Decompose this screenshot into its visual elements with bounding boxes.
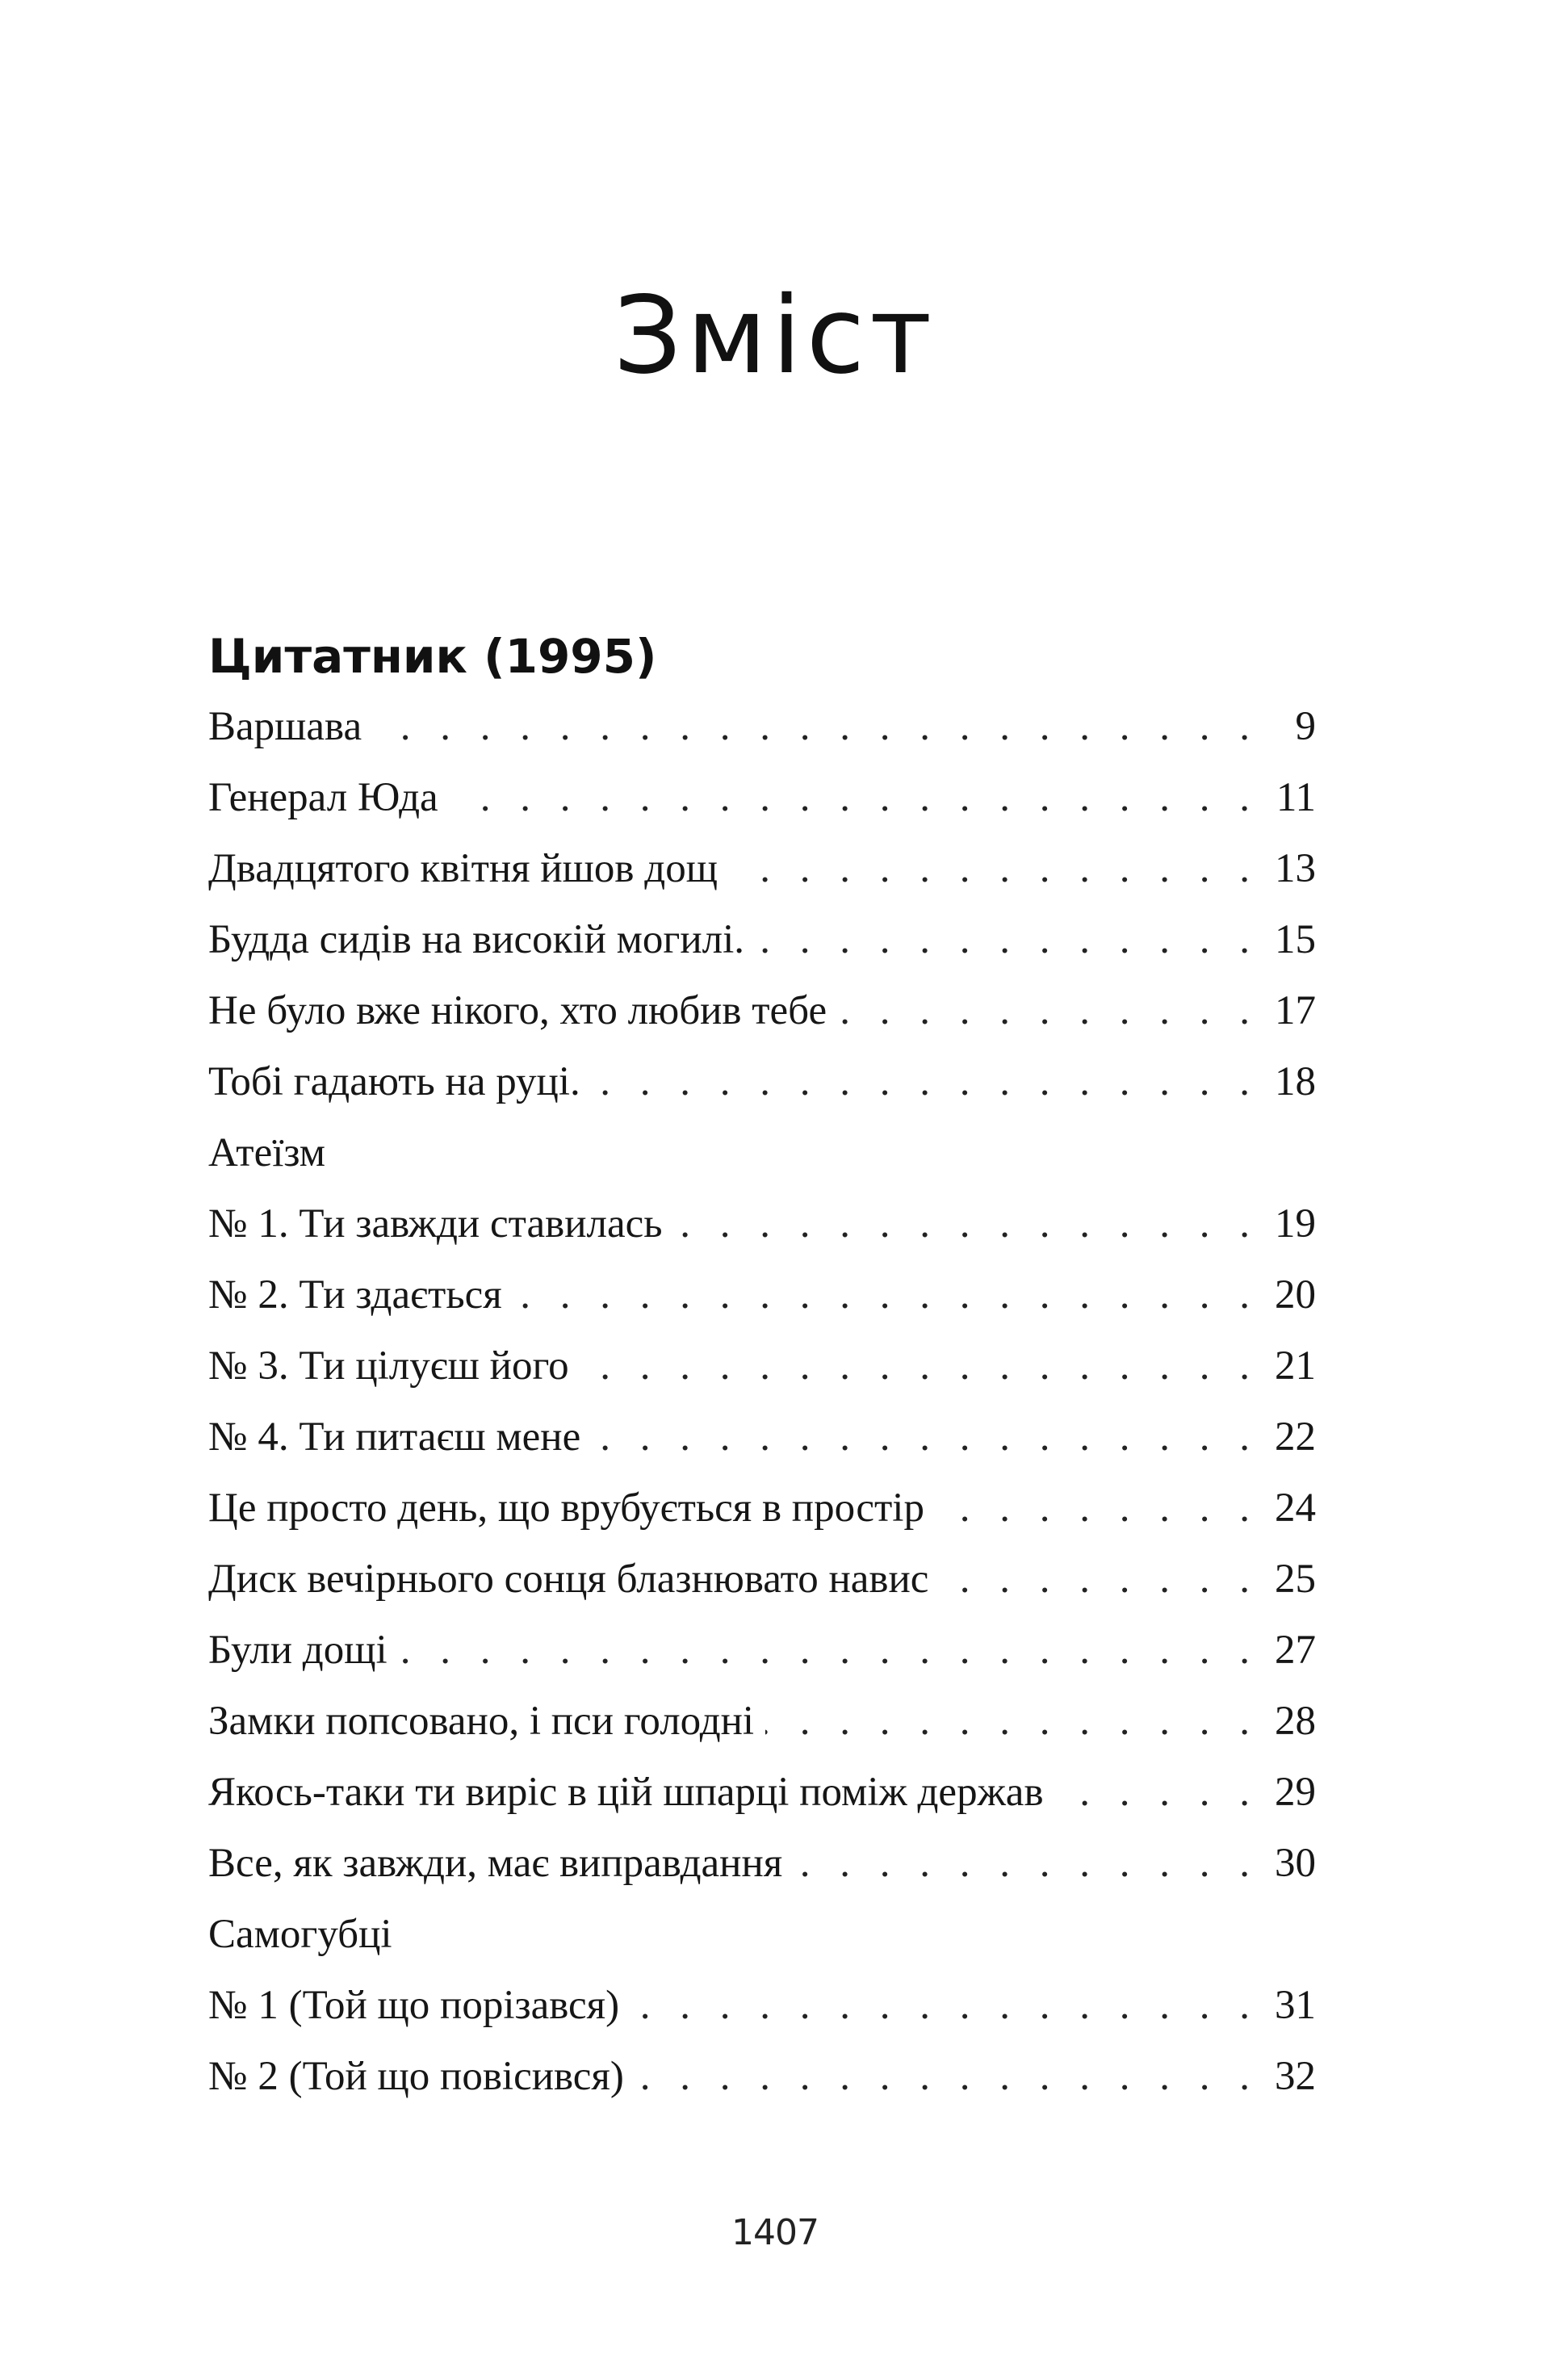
toc-entry-title: Тобі гадають на руці. [208, 1046, 592, 1117]
dot-leader [765, 1686, 1259, 1757]
dot-leader [838, 975, 1259, 1046]
toc-group-heading [208, 1117, 1316, 1188]
toc-entry[interactable] [208, 975, 1316, 1046]
toc-entry-title: № 2. Ти здається [208, 1259, 513, 1330]
toc-entry[interactable] [208, 1615, 1316, 1686]
toc-entry-title: Все, як завжди, має виправдання [208, 1828, 794, 1899]
toc-entry[interactable] [208, 1686, 1316, 1757]
toc-entry-title: Диск вечірнього сонця блазнювато навис [208, 1544, 940, 1615]
toc-entry[interactable] [208, 1046, 1316, 1117]
toc-entry-page: 30 [1275, 1841, 1316, 1886]
dot-leader [674, 1188, 1260, 1259]
toc-entry-title: Не було вже нікого, хто любив тебе [208, 975, 838, 1046]
toc-entry-title: № 2 (Той що повісився) [208, 2041, 635, 2112]
toc-entry-page: 28 [1275, 1699, 1316, 1744]
toc-entry-title: Генерал Юда [208, 762, 450, 833]
dot-leader [630, 1970, 1259, 2041]
toc-entry-title: Двадцятого квітня йшов дощ [208, 833, 729, 904]
toc-group-title: Атеїзм [208, 1117, 337, 1188]
toc-entry-title: Замки попсовано, і пси голодні [208, 1686, 765, 1757]
dot-leader [940, 1544, 1259, 1615]
toc-entry[interactable] [208, 1259, 1316, 1330]
toc-entry-page: 22 [1275, 1414, 1316, 1460]
toc-entry[interactable] [208, 762, 1316, 833]
dot-leader [592, 1402, 1259, 1473]
toc-group-title: Самогубці [208, 1899, 404, 1970]
toc-entry-page: 29 [1275, 1770, 1316, 1815]
toc-entry[interactable] [208, 1473, 1316, 1544]
toc-entry[interactable] [208, 2041, 1316, 2112]
toc-entry[interactable] [208, 1402, 1316, 1473]
toc-entry-title: Були дощі [208, 1615, 399, 1686]
toc-entry-title: Варшава [208, 691, 373, 762]
toc-entry-title: № 1. Ти завжди ставилась [208, 1188, 674, 1259]
toc-entry-title: Будда сидів на високій могилі. [208, 904, 756, 975]
toc-entry-title: № 1 (Той що порізався) [208, 1970, 630, 2041]
toc-entry[interactable] [208, 1330, 1316, 1402]
dot-leader [580, 1330, 1259, 1402]
dot-leader [936, 1473, 1259, 1544]
dot-leader [450, 762, 1259, 833]
dot-leader [635, 2041, 1259, 2112]
page-number: 1407 [731, 2212, 819, 2253]
toc-entry-page: 21 [1275, 1343, 1316, 1389]
toc-entry-page: 32 [1275, 2054, 1316, 2099]
toc-entry[interactable] [208, 1544, 1316, 1615]
dot-leader [592, 1046, 1259, 1117]
toc-entry[interactable] [208, 833, 1316, 904]
table-of-contents [208, 622, 1316, 2112]
toc-entry-page: 20 [1275, 1272, 1316, 1318]
page-title: Зміст [613, 274, 937, 398]
toc-group-heading [208, 1899, 1316, 1970]
toc-entry[interactable] [208, 904, 1316, 975]
dot-leader [729, 833, 1259, 904]
toc-entry-page: 25 [1275, 1557, 1316, 1602]
toc-entry[interactable] [208, 1828, 1316, 1899]
toc-entry-title: № 3. Ти цілуєш його [208, 1330, 580, 1402]
toc-entry-page: 24 [1275, 1485, 1316, 1531]
toc-entry-title: № 4. Ти питаєш мене [208, 1402, 592, 1473]
toc-entry-title: Якось-таки ти виріс в цій шпарці поміж держав [208, 1757, 1055, 1828]
toc-entry-page: 19 [1275, 1201, 1316, 1247]
toc-entry[interactable] [208, 691, 1316, 762]
toc-entry[interactable] [208, 1970, 1316, 2041]
dot-leader [513, 1259, 1259, 1330]
section-heading: Цитатник (1995) [208, 629, 657, 684]
dot-leader [399, 1615, 1259, 1686]
toc-entry-page: 17 [1275, 988, 1316, 1033]
toc-entry-page: 15 [1275, 917, 1316, 962]
dot-leader [1055, 1757, 1259, 1828]
toc-entry-page: 18 [1275, 1059, 1316, 1104]
toc-entry-page: 27 [1275, 1628, 1316, 1673]
toc-entry-page: 13 [1275, 846, 1316, 891]
toc-entry-page: 31 [1275, 1983, 1316, 2028]
toc-entry-page: 9 [1295, 704, 1316, 749]
toc-entry-page: 11 [1276, 775, 1316, 820]
toc-entry-title: Це просто день, що врубується в простір [208, 1473, 936, 1544]
toc-entry[interactable] [208, 1757, 1316, 1828]
dot-leader [756, 904, 1259, 975]
dot-leader [794, 1828, 1259, 1899]
dot-leader [373, 691, 1259, 762]
toc-list [208, 691, 1316, 2112]
toc-entry[interactable] [208, 1188, 1316, 1259]
